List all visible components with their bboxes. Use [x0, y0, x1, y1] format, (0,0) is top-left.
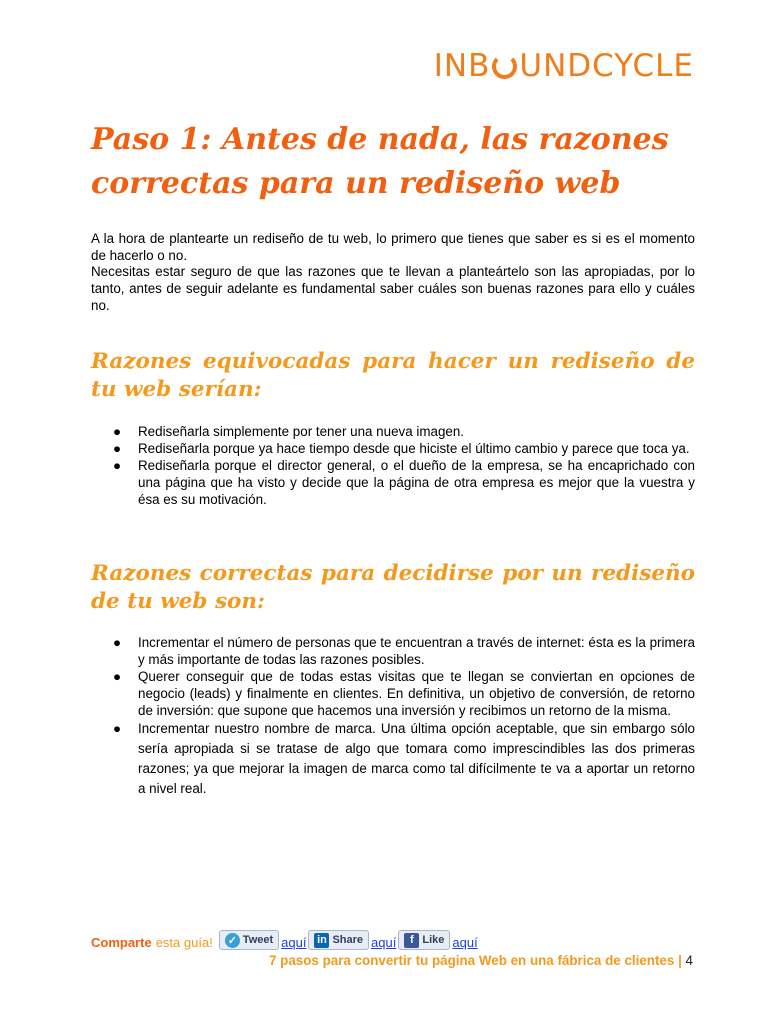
bullet-icon: ●	[113, 458, 122, 473]
bullet-icon: ●	[113, 635, 122, 650]
bullet-icon: ●	[113, 441, 122, 456]
logo-text-left: INB	[433, 48, 491, 84]
twitter-bird-icon: ✓	[225, 933, 240, 948]
footer-separator: |	[678, 953, 682, 968]
facebook-like-button[interactable]: f Like	[398, 930, 450, 950]
intro-paragraph-1: A la hora de plantearte un rediseño de tu web, lo primero que tienes que saber es si es el momento de hacerlo o no.	[91, 231, 695, 263]
list-item: ● Rediseñarla porque el director general, o el dueño de la empresa, se ha encaprichado con una página que ha visto y decide que la página de otra empresa es mejor que la vuestra y ésa es su motivación.	[113, 458, 695, 507]
list-item: ● Incrementar nuestro nombre de marca. Una última opción aceptable, que sin embargo sólo sería apropiada si se tratase de algo que tomara como imprescindibles las dos primeras razones; ya que mejorar la imagen de marca como tal difícilmente te va a aportar un retorno a nivel real.	[113, 721, 695, 796]
share-label-bold: Comparte	[91, 935, 152, 950]
linkedin-share-button[interactable]: in Share	[308, 930, 369, 950]
tweet-link[interactable]: aquí	[281, 935, 307, 950]
list-item: ● Rediseñarla simplemente por tener una nueva imagen.	[113, 424, 465, 439]
page-number: 4	[685, 953, 693, 968]
tweet-button[interactable]: ✓ Tweet	[219, 930, 279, 950]
right-reasons-heading: Razones correctas para decidirse por un rediseño de tu web son:	[91, 561, 695, 614]
logo-text-right: UNDCYCLE	[519, 48, 694, 84]
share-label-rest: esta guía!	[155, 935, 213, 950]
list-item: ● Rediseñarla porque ya hace tiempo desde que hiciste el último cambio y parece que toca ya.	[113, 441, 690, 456]
footer-document-title	[269, 953, 693, 968]
bullet-icon: ●	[113, 424, 122, 439]
list-item: ● Querer conseguir que de todas estas visitas que te llegan se conviertan en opciones de negocio (leads) y finalmente en clientes. En definitiva, un objetivo de conversión, de retorno de inversión: que supone que hacemos una inversión y recibimos un retorno de la misma.	[113, 669, 695, 718]
wrong-reasons-list	[91, 423, 695, 508]
bullet-icon: ●	[113, 669, 122, 684]
facebook-icon: f	[404, 933, 419, 948]
share-bar	[91, 930, 480, 950]
right-reasons-list	[91, 634, 695, 799]
wrong-reasons-heading: Razones equivocadas para hacer un rediseño de tu web serían:	[91, 349, 695, 402]
facebook-link[interactable]: aquí	[452, 935, 478, 950]
logo-ring-icon	[492, 54, 517, 79]
page-title: Paso 1: Antes de nada, las razones correctas para un rediseño web	[91, 122, 669, 201]
intro-paragraph-2: Necesitas estar seguro de que las razones que te llevan a planteártelo son las apropiadas, por lo tanto, antes de seguir adelante es fundamental saber cuáles son buenas razones para ello y cuáles no.	[91, 264, 695, 313]
linkedin-link[interactable]: aquí	[371, 935, 397, 950]
inboundcycle-logo	[434, 46, 694, 86]
bullet-icon: ●	[113, 721, 122, 736]
doc-title: 7 pasos para convertir tu página Web en una fábrica de clientes	[269, 953, 675, 968]
linkedin-icon: in	[314, 933, 329, 948]
list-item: ● Incrementar el número de personas que te encuentran a través de internet: ésta es la primera y más importante de todas las razones posibles.	[113, 635, 695, 667]
